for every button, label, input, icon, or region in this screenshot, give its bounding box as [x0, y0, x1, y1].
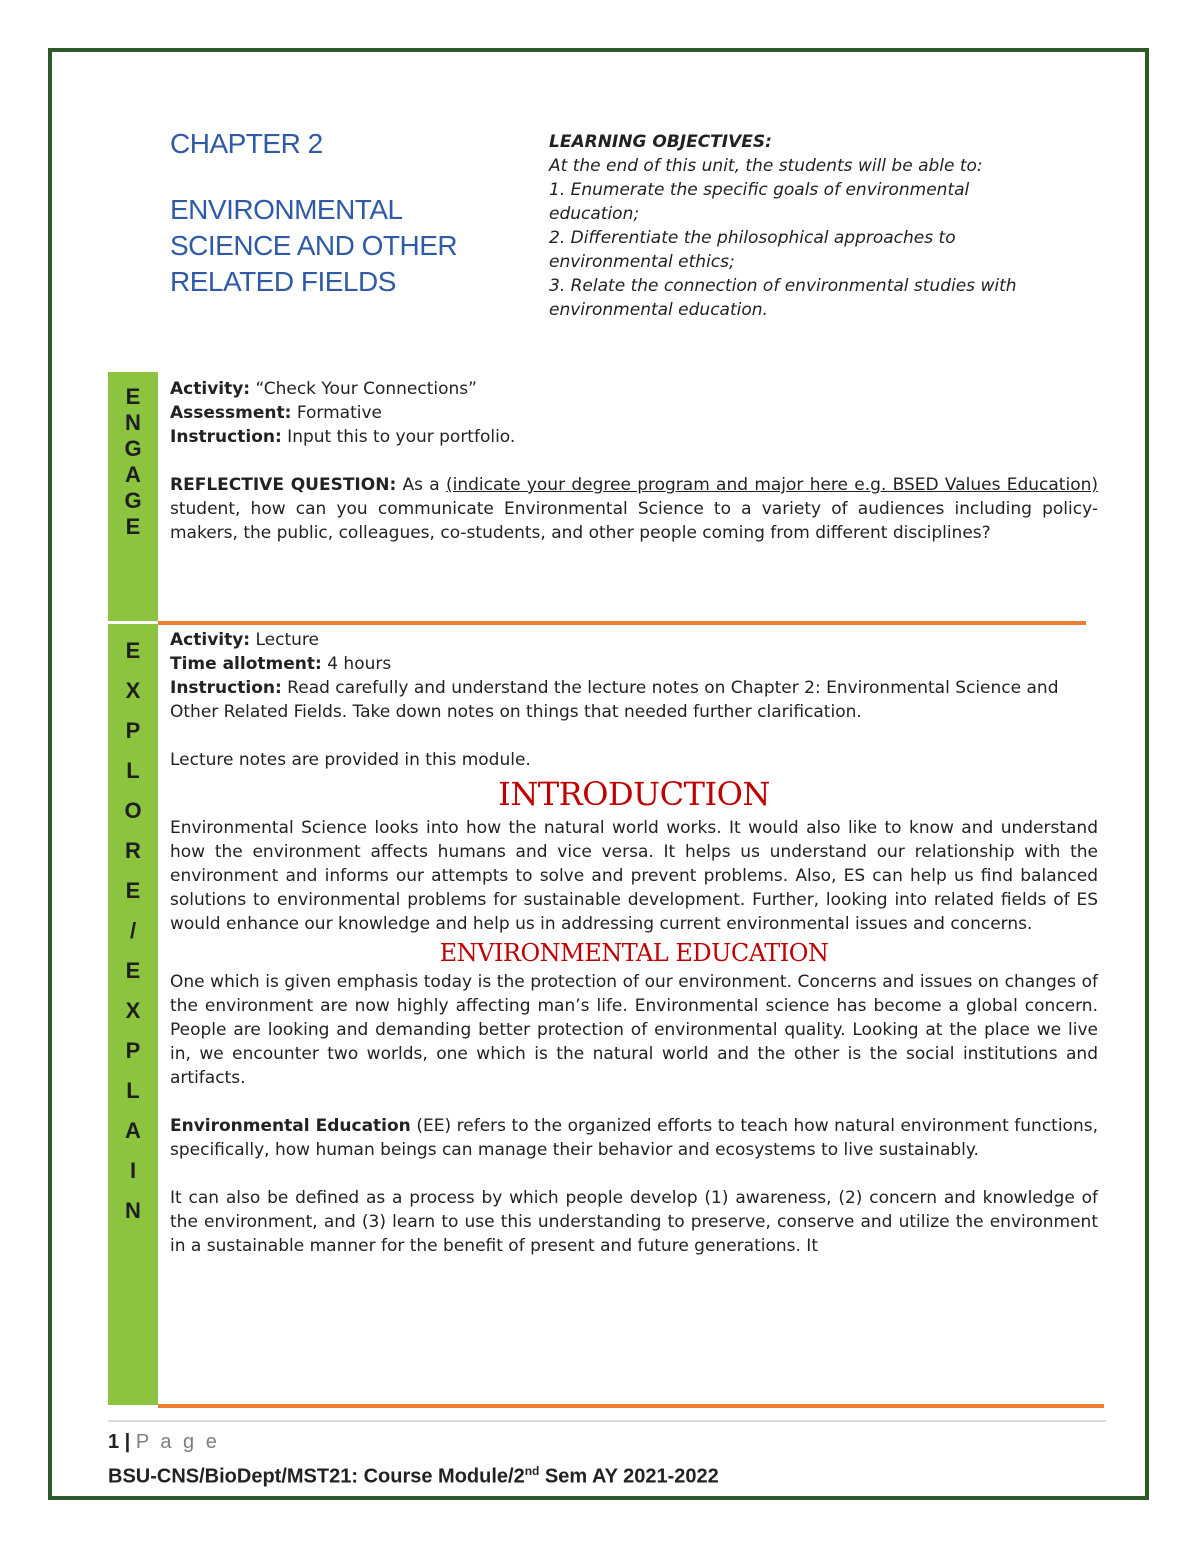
page-footer: [108, 1428, 719, 1492]
explore-activity: [170, 628, 1098, 652]
phase-letter: E: [125, 958, 141, 983]
introduction-text: Environmental Science looks into how the natural world works. It would also like to know and understand how the environment affects humans and vice versa. It helps us understand our relationship with the environment and informs our attempts to solve and prevent problems. Also, ES can help us find balanced solutions to environmental problems for sustainable development. Further, looking into related fields of ES would enhance our knowledge and help us in addressing current environmental issues and concerns.: [170, 818, 1098, 934]
course-text: BSU-CNS/BioDept/MST21: Course Module/2: [108, 1465, 525, 1488]
phase-letter: E: [125, 878, 141, 903]
footer-rule: [108, 1420, 1106, 1422]
chapter-title-line: SCIENCE AND OTHER: [170, 230, 458, 261]
ee-term: Environmental Education: [170, 1116, 411, 1136]
explore-section: [170, 628, 1098, 1258]
course-term: Sem AY 2021-2022: [539, 1465, 719, 1488]
page-number: 1: [108, 1431, 120, 1453]
engage-phase-bar: [108, 372, 158, 621]
chapter-title-line: ENVIRONMENTAL: [170, 194, 403, 225]
explore-explain-phase-bar: [108, 624, 158, 1405]
page-word: P a g e: [135, 1431, 220, 1453]
objective-line: At the end of this unit, the students will be able to:: [549, 156, 983, 176]
phase-letter: N: [125, 410, 141, 435]
phase-letter: A: [125, 462, 141, 487]
phase-letter: P: [125, 718, 141, 743]
phase-letter: E: [125, 638, 141, 663]
footer-separator: |: [119, 1431, 136, 1453]
introduction-heading: INTRODUCTION: [498, 775, 770, 813]
explore-instruction: [170, 676, 1098, 724]
chapter-label: CHAPTER 2: [170, 128, 323, 159]
phase-letter: L: [126, 1078, 140, 1103]
phase-letter: E: [125, 384, 141, 409]
ee-paragraph: One which is given emphasis today is the protection of our environment. Concerns and issues on changes of the environment are now highly affecting man’s life. Environmental science has become a global concern. People are looking and demanding better protection of environmental quality. Looking at the place we live in, we encounter two worlds, one which is the natural world and the other is the social institutions and artifacts.: [170, 972, 1098, 1088]
ee-paragraph: It can also be defined as a process by which people develop (1) awareness, (2) concern and knowledge of the environment, and (3) learn to use this understanding to preserve, conserve and utilize the environment in a sustainable manner for the benefit of present and future generations. It: [170, 1188, 1098, 1256]
assessment-label: Assessment:: [170, 403, 292, 423]
reflective-label: REFLECTIVE QUESTION:: [170, 475, 397, 495]
chapter-title-line: RELATED FIELDS: [170, 266, 396, 297]
phase-letter: P: [125, 1038, 141, 1063]
phase-letter: I: [129, 1158, 137, 1183]
activity-label: Activity:: [170, 379, 251, 399]
engage-instruction: [170, 425, 1098, 449]
instruction-label: Instruction:: [170, 427, 282, 447]
phase-letter: G: [124, 436, 142, 461]
ee-definition: [170, 1114, 1098, 1162]
ee-definition-text: (EE) refers to the organized efforts to teach how natural environment functions, specifically, how human beings can manage their behavior and ecosystems to live sustainably.: [170, 1116, 1098, 1160]
reflective-question: [170, 473, 1098, 545]
chapter-heading: [170, 126, 490, 300]
activity-label: Activity:: [170, 630, 251, 650]
phase-letter: /: [129, 918, 137, 943]
environmental-education-heading: ENVIRONMENTAL EDUCATION: [439, 939, 829, 967]
reflective-pre: As a: [396, 475, 447, 495]
instruction-value: Input this to your portfolio.: [281, 427, 516, 447]
objective-line: education;: [549, 204, 640, 224]
explore-time: [170, 652, 1098, 676]
objective-line: 1. Enumerate the specific goals of environmental: [549, 180, 970, 200]
time-label: Time allotment:: [170, 654, 322, 674]
phase-letter: X: [125, 678, 141, 703]
phase-letter: X: [125, 998, 141, 1023]
activity-value: “Check Your Connections”: [250, 379, 477, 399]
reflective-text: student, how can you communicate Environmental Science to a variety of audiences including policy-makers, the public, colleagues, co-students, and other people coming from different disciplines?: [170, 499, 1098, 543]
objective-line: 2. Differentiate the philosophical approaches to: [549, 228, 956, 248]
phase-letter: A: [125, 1118, 141, 1143]
learning-objectives: [549, 130, 1089, 322]
engage-activity: [170, 377, 1098, 401]
course-superscript: nd: [524, 1464, 540, 1478]
objectives-heading: LEARNING OBJECTIVES:: [549, 132, 772, 152]
phase-letter: L: [126, 758, 140, 783]
section-divider: [158, 621, 1086, 625]
section-divider: [158, 1404, 1104, 1408]
phase-letter: N: [125, 1198, 141, 1223]
assessment-value: Formative: [291, 403, 382, 423]
objective-line: 3. Relate the connection of environmental studies with: [549, 276, 1017, 296]
reflective-placeholder: (indicate your degree program and major here e.g. BSED Values Education): [446, 475, 1099, 495]
instruction-value: Read carefully and understand the lecture notes on Chapter 2: Environmental Science and Other Related Fields. Take down notes on things that needed further clarification.: [170, 678, 1059, 722]
objective-line: environmental education.: [549, 300, 768, 320]
phase-letter: R: [125, 838, 141, 863]
phase-letter: G: [124, 488, 142, 513]
engage-assessment: [170, 401, 1098, 425]
phase-letter: O: [124, 798, 142, 823]
course-line: [108, 1456, 719, 1492]
notes-provided: Lecture notes are provided in this module.: [170, 750, 531, 770]
instruction-label: Instruction:: [170, 678, 282, 698]
objective-line: environmental ethics;: [549, 252, 735, 272]
engage-section: [170, 377, 1098, 545]
activity-value: Lecture: [250, 630, 320, 650]
page-number-line: [108, 1428, 719, 1456]
phase-letter: E: [125, 514, 141, 539]
time-value: 4 hours: [321, 654, 392, 674]
